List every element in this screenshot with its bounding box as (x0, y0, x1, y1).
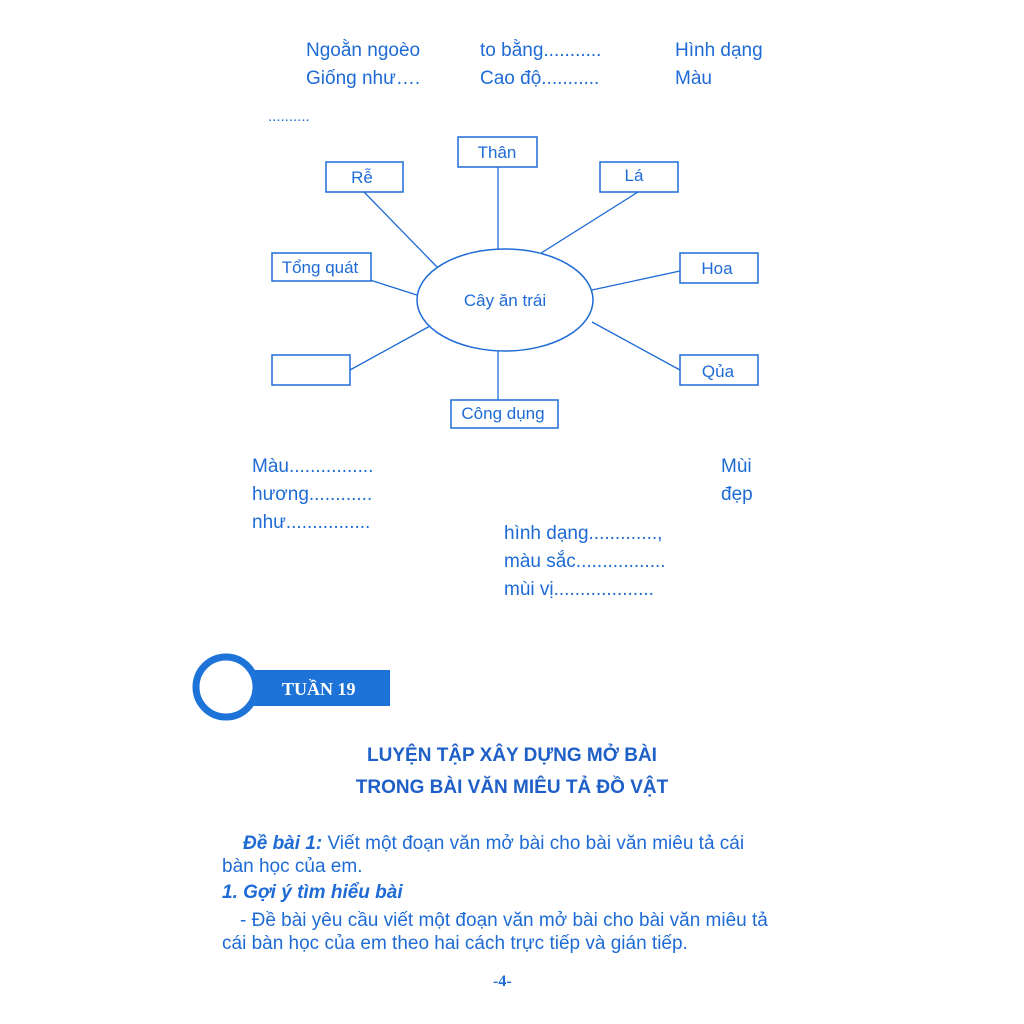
assignment-line1 (243, 833, 744, 855)
word-cao-do: Cao độ........... (480, 68, 600, 89)
section1-line2: cái bàn học của em theo hai cách trực tiếp và gián tiếp. (222, 933, 688, 954)
dots-line: .......... (268, 108, 310, 125)
note-dep: đẹp (721, 484, 753, 505)
note-mau-sac: màu sắc................. (504, 551, 666, 572)
connector-re (364, 192, 438, 268)
note-mui-vi: mùi vị................... (504, 579, 654, 600)
note-hinh-dang: hình dạng............., (504, 523, 663, 544)
label-re: Rễ (351, 168, 373, 187)
page-number: -4- (493, 973, 512, 990)
word-hinh-dang: Hình dạng (675, 40, 763, 61)
label-tong-quat: Tổng quát (281, 258, 359, 277)
word-to-bang: to bằng........... (480, 40, 602, 61)
label-la: Lá (624, 166, 644, 185)
center-label: Cây ăn trái (463, 291, 547, 310)
label-than: Thân (477, 143, 517, 162)
note-mau: Màu................ (252, 456, 374, 477)
connector-tong-quat (370, 280, 420, 296)
note-nhu: như................ (252, 512, 371, 533)
word-ngoan-ngoeo: Ngoằn ngoèo (306, 40, 421, 61)
label-qua: Qủa (701, 362, 735, 381)
note-huong: hương............ (252, 484, 373, 505)
word-mau: Màu (675, 68, 712, 89)
connector-la (538, 192, 638, 255)
section1-title: 1. Gợi ý tìm hiểu bài (222, 882, 403, 903)
label-hoa: Hoa (701, 259, 733, 278)
label-cong-dung: Công dụng (461, 404, 545, 423)
node-empty (272, 355, 350, 385)
connector-empty (350, 326, 430, 370)
assignment-line2: bàn học của em. (222, 856, 363, 877)
week-banner (190, 652, 390, 724)
week-label: TUẦN 19 (282, 679, 356, 699)
week-circle-icon (196, 657, 256, 717)
connector-hoa (592, 271, 680, 290)
section1-line1: - Đề bài yêu cầu viết một đoạn văn mở bài cho bài văn miêu tả (240, 910, 768, 931)
connector-qua (592, 322, 680, 370)
assignment-text-1: Viết một đoạn văn mở bài cho bài văn miêu tả cái (322, 833, 745, 854)
note-mui: Mùi (721, 456, 752, 477)
heading-line1: LUYỆN TẬP XÂY DỰNG MỞ BÀI (367, 745, 657, 766)
assignment-label: Đề bài 1: (243, 833, 323, 854)
heading-line2: TRONG BÀI VĂN MIÊU TẢ ĐỒ VẬT (355, 777, 669, 798)
word-giong-nhu: Giống như…. (306, 68, 421, 89)
